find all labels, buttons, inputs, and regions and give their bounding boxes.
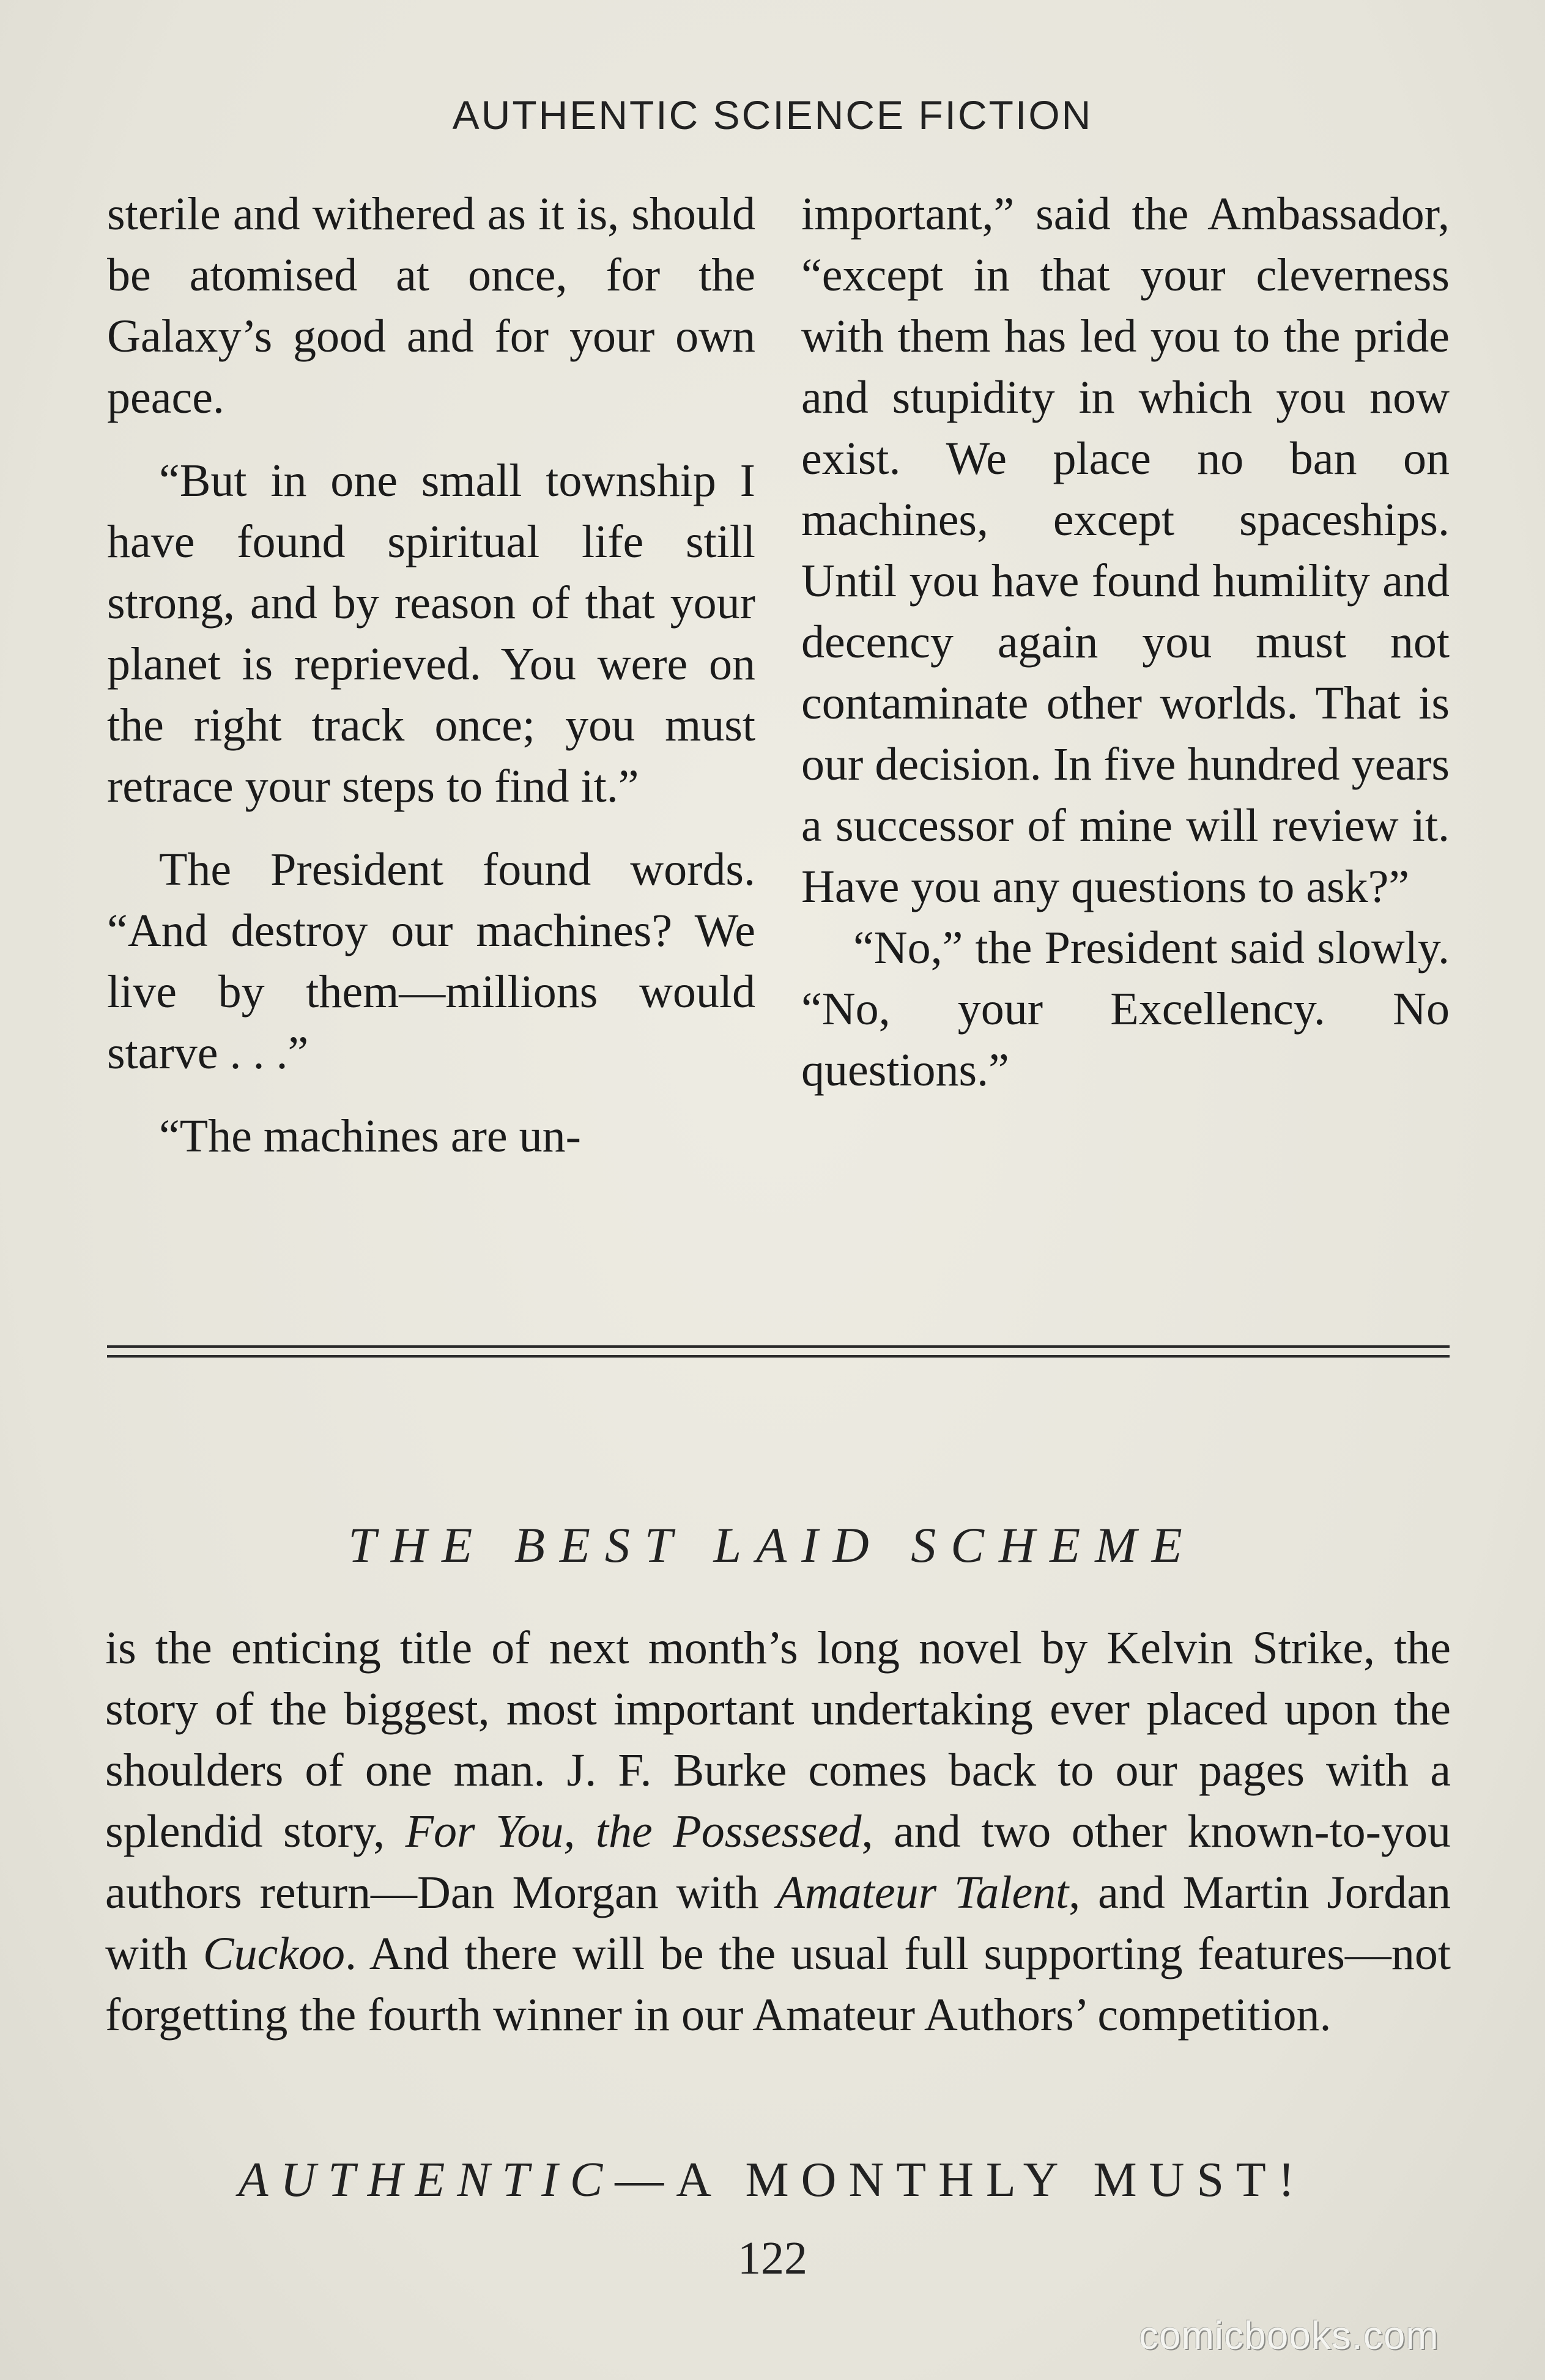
right-column	[801, 183, 1450, 1101]
slogan-rest: —A MONTHLY MUST!	[615, 2153, 1307, 2207]
paragraph: “But in one small township I have found spiritual life still strong, and by reason of that your planet is reprieved. You were on the right track once; you must retrace your steps to find it.”	[107, 455, 755, 812]
promo-title: THE BEST LAID SCHEME	[348, 1517, 1197, 1573]
story-title: Amateur Talent	[776, 1867, 1069, 1918]
page-number: 122	[738, 2233, 807, 2284]
story-title: Cuckoo	[202, 1928, 346, 1979]
promo-text: . And there will be the usual full supporting features—not forgetting the fourth winner in our Amateur Authors’ competition.	[105, 1928, 1451, 2041]
divider-rule	[107, 1345, 1450, 1348]
watermark: comicbooks.com	[1139, 2313, 1439, 2357]
paragraph: important,” said the Ambassador, “except in that your cleverness with them has led you to the pride and stupidity in which you now exist. We place no ban on machines, except spaceships. Until you have found humility and decency again you must not contaminate other worlds. That is our decision. In five hundred years a successor of mine will review it. Have you any questions to ask?”	[801, 188, 1450, 912]
promo-paragraph	[105, 1617, 1451, 2046]
slogan	[0, 2153, 1545, 2208]
left-column	[107, 183, 755, 1167]
promo-text: is the enticing title of next month’s long novel by Kelvin Strike, the story of the biggest, most important undertaking ever placed upon the shoulders of one man. J. F. Burke comes back to our pages with a splendid story,	[105, 1622, 1451, 1857]
paragraph: The President found words. “And destroy our machines? We live by them—millions would starve . . .”	[107, 844, 755, 1079]
paragraph: sterile and withered as it is, should be atomised at once, for the Galaxy’s good and for your own peace.	[107, 188, 755, 423]
story-title: For You, the Possessed	[405, 1806, 862, 1857]
paragraph: “The machines are un-	[159, 1111, 581, 1162]
slogan-italic: AUTHENTIC	[238, 2153, 615, 2207]
promo-text: , and Martin Jordan with	[105, 1867, 1451, 1979]
running-head: AUTHENTIC SCIENCE FICTION	[452, 92, 1093, 138]
promo-text: , and two other known-to-you authors return—Dan Morgan with	[105, 1806, 1451, 1918]
divider-rule	[107, 1355, 1450, 1358]
paragraph: “No,” the President said slowly. “No, your Excellency. No questions.”	[801, 922, 1450, 1096]
